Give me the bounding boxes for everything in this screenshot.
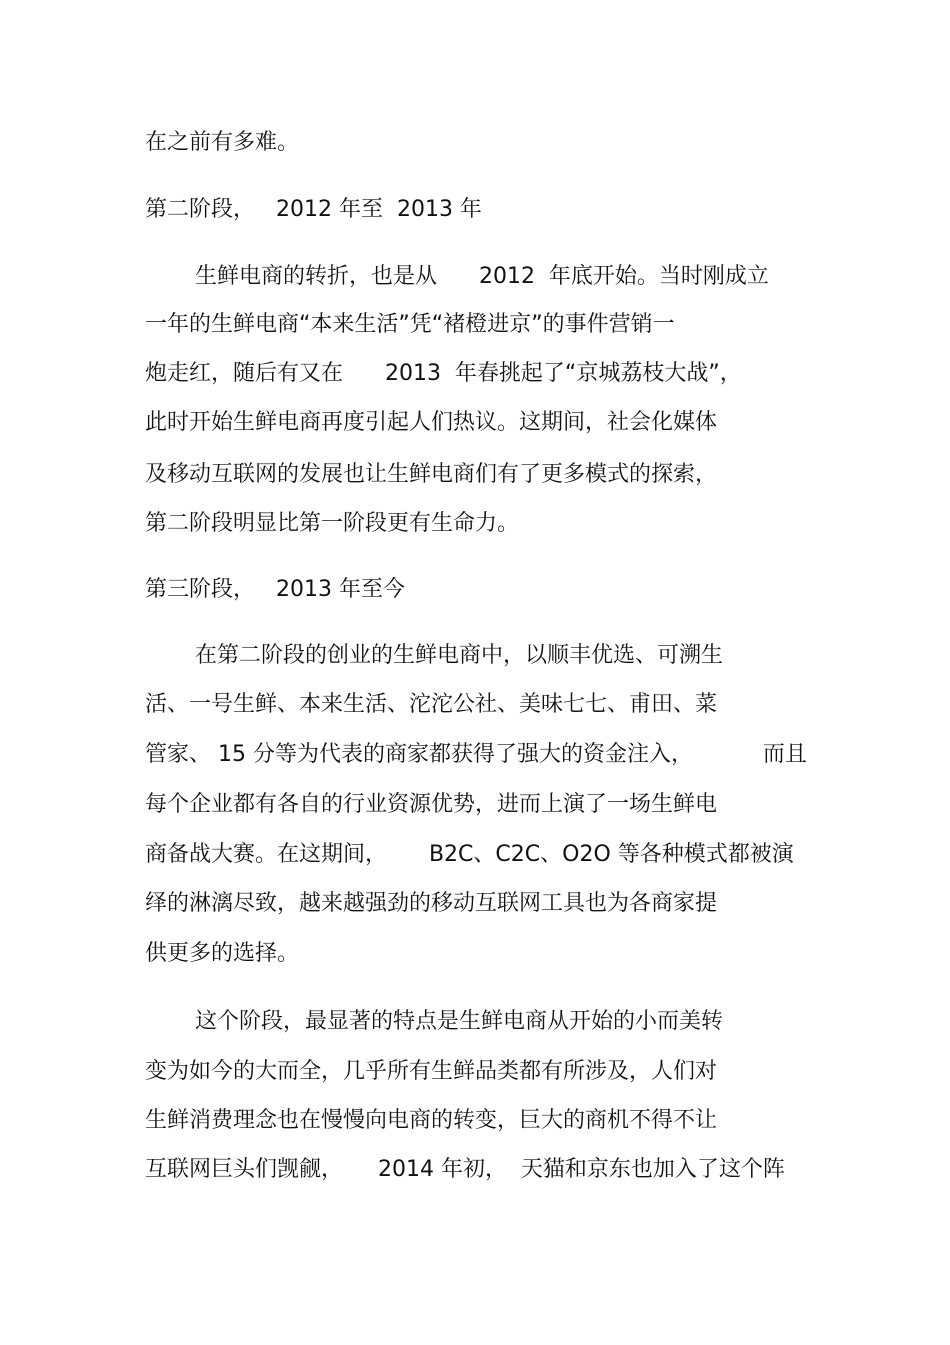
text-line: 生鲜消费理念也在慢慢向电商的转变，巨大的商机不得不让 [145, 1108, 718, 1133]
text-line: 这个阶段，最显著的特点是生鲜电商从开始的小而美转 [195, 1009, 724, 1034]
text-line: 变为如今的大而全，几乎所有生鲜品类都有所涉及，人们对 [145, 1059, 718, 1084]
text-line: 炮走红，随后有又在 2013 年春挑起了“京城荔枝大战”， [145, 361, 742, 386]
section-heading-stage-2: 第二阶段， 2012 年至 2013 年 [145, 197, 482, 222]
text-line: 供更多的选择。 [145, 941, 300, 966]
section-heading-stage-3: 第三阶段， 2013 年至今 [145, 577, 405, 602]
text-line: 生鲜电商的转折，也是从 2012 年底开始。当时刚成立 [195, 264, 769, 289]
text-line: 此时开始生鲜电商再度引起人们热议。这期间，社会化媒体 [145, 410, 718, 435]
text-line: 第二阶段明显比第一阶段更有生命力。 [145, 511, 520, 536]
text-line: 每个企业都有各自的行业资源优势，进而上演了一场生鲜电 [145, 792, 718, 817]
text-line: 一年的生鲜电商“本来生活”凭“褚橙进京”的事件营销一 [145, 312, 675, 337]
text-line: 管家、 15 分等为代表的商家都获得了强大的资金注入， 而且 [145, 742, 807, 767]
text-line: 活、一号生鲜、本来生活、沱沱公社、美味七七、甫田、菜 [145, 692, 718, 717]
text-line: 在之前有多难。 [145, 130, 300, 155]
text-line: 及移动互联网的发展也让生鲜电商们有了更多模式的探索， [145, 462, 718, 487]
text-line: 在第二阶段的创业的生鲜电商中，以顺丰优选、可溯生 [195, 643, 724, 668]
text-line: 互联网巨头们觊觎， 2014 年初， 天猫和京东也加入了这个阵 [145, 1157, 785, 1182]
text-line: 商备战大赛。在这期间， B2C、C2C、O2O 等各种模式都被演 [145, 842, 794, 867]
text-line: 绎的淋漓尽致，越来越强劲的移动互联网工具也为各商家提 [145, 891, 718, 916]
